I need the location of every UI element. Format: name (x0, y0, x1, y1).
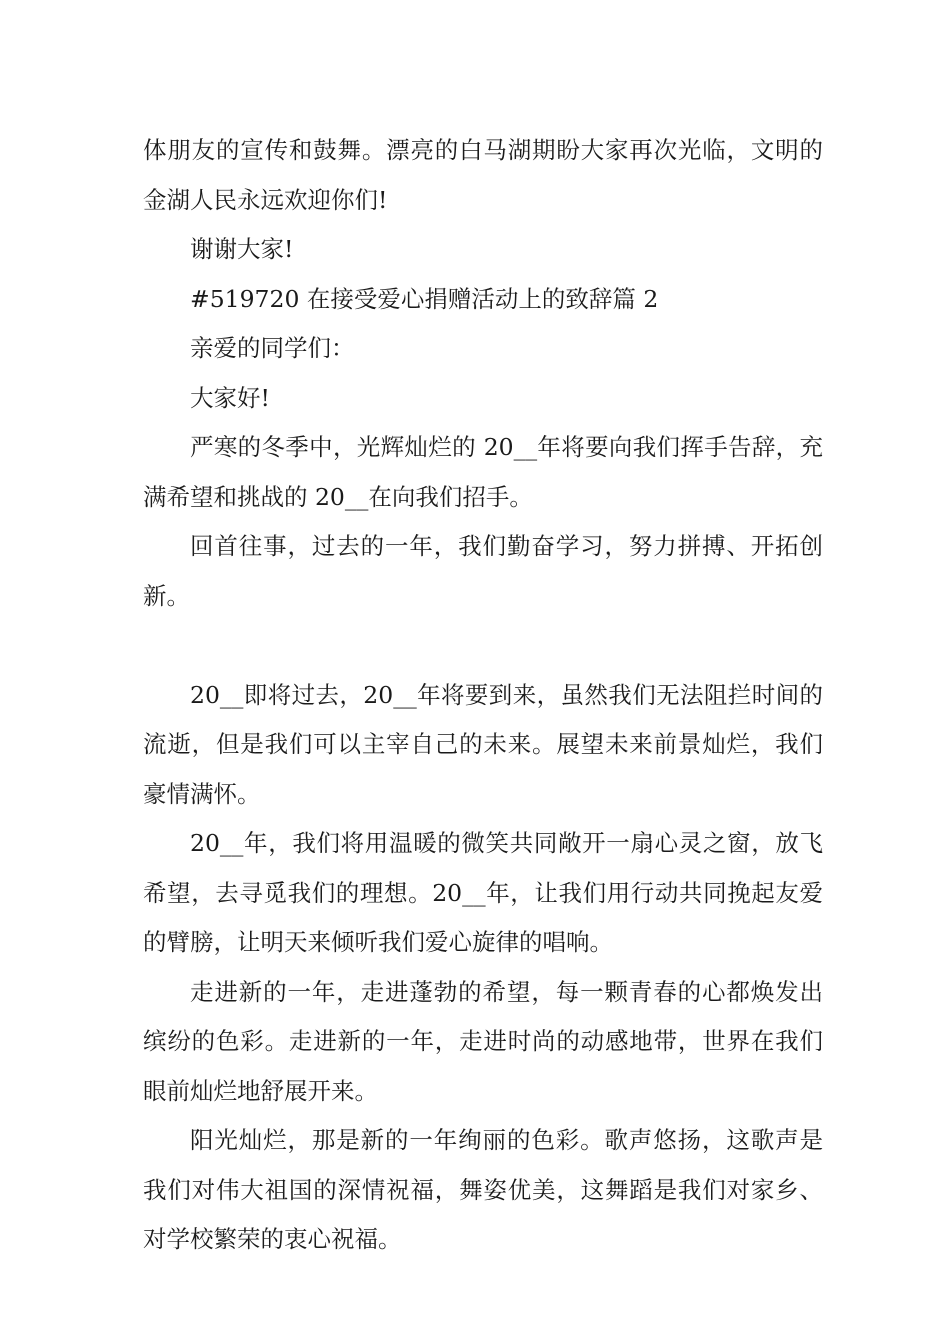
paragraph-thanks: 谢谢大家! (190, 235, 294, 263)
salutation: 亲爱的同学们： (190, 334, 355, 362)
paragraph-new-year: 走进新的一年，走进蓬勃的希望，每一颗青春的心都焕发出缤纷的色彩。走进新的一年，走进时尚的动感地带，世界在我们眼前灿烂地舒展开来。 (143, 977, 823, 1105)
document-body (143, 126, 823, 1265)
paragraph-future: 20__即将过去，20__年将要到来，虽然我们无法阻拦时间的流逝，但是我们可以主宰自己的未来。展望未来前景灿烂，我们豪情满怀。 (143, 680, 823, 808)
paragraph-looking-back: 回首往事，过去的一年，我们勤奋学习，努力拼搏、开拓创新。 (143, 532, 823, 610)
blank-line (143, 621, 823, 671)
paragraph-continuation: 体朋友的宣传和鼓舞。漂亮的白马湖期盼大家再次光临，文明的金湖人民永远欢迎你们! (143, 136, 823, 214)
paragraph-hope: 20__年，我们将用温暖的微笑共同敞开一扇心灵之窗，放飞希望，去寻觅我们的理想。20__年，让我们用行动共同挽起友爱的臂膀，让明天来倾听我们爱心旋律的唱响。 (143, 829, 823, 956)
greeting: 大家好! (190, 383, 270, 412)
section-heading: #519720 在接受爱心捐赠活动上的致辞篇 2 (190, 284, 659, 313)
paragraph-sunshine: 阳光灿烂，那是新的一年绚丽的色彩。歌声悠扬，这歌声是我们对伟大祖国的深情祝福，舞姿优美，这舞蹈是我们对家乡、对学校繁荣的衷心祝福。 (143, 1126, 823, 1253)
paragraph-winter: 严寒的冬季中，光辉灿烂的 20__年将要向我们挥手告辞，充满希望和挑战的 20__在向我们招手。 (143, 433, 823, 511)
